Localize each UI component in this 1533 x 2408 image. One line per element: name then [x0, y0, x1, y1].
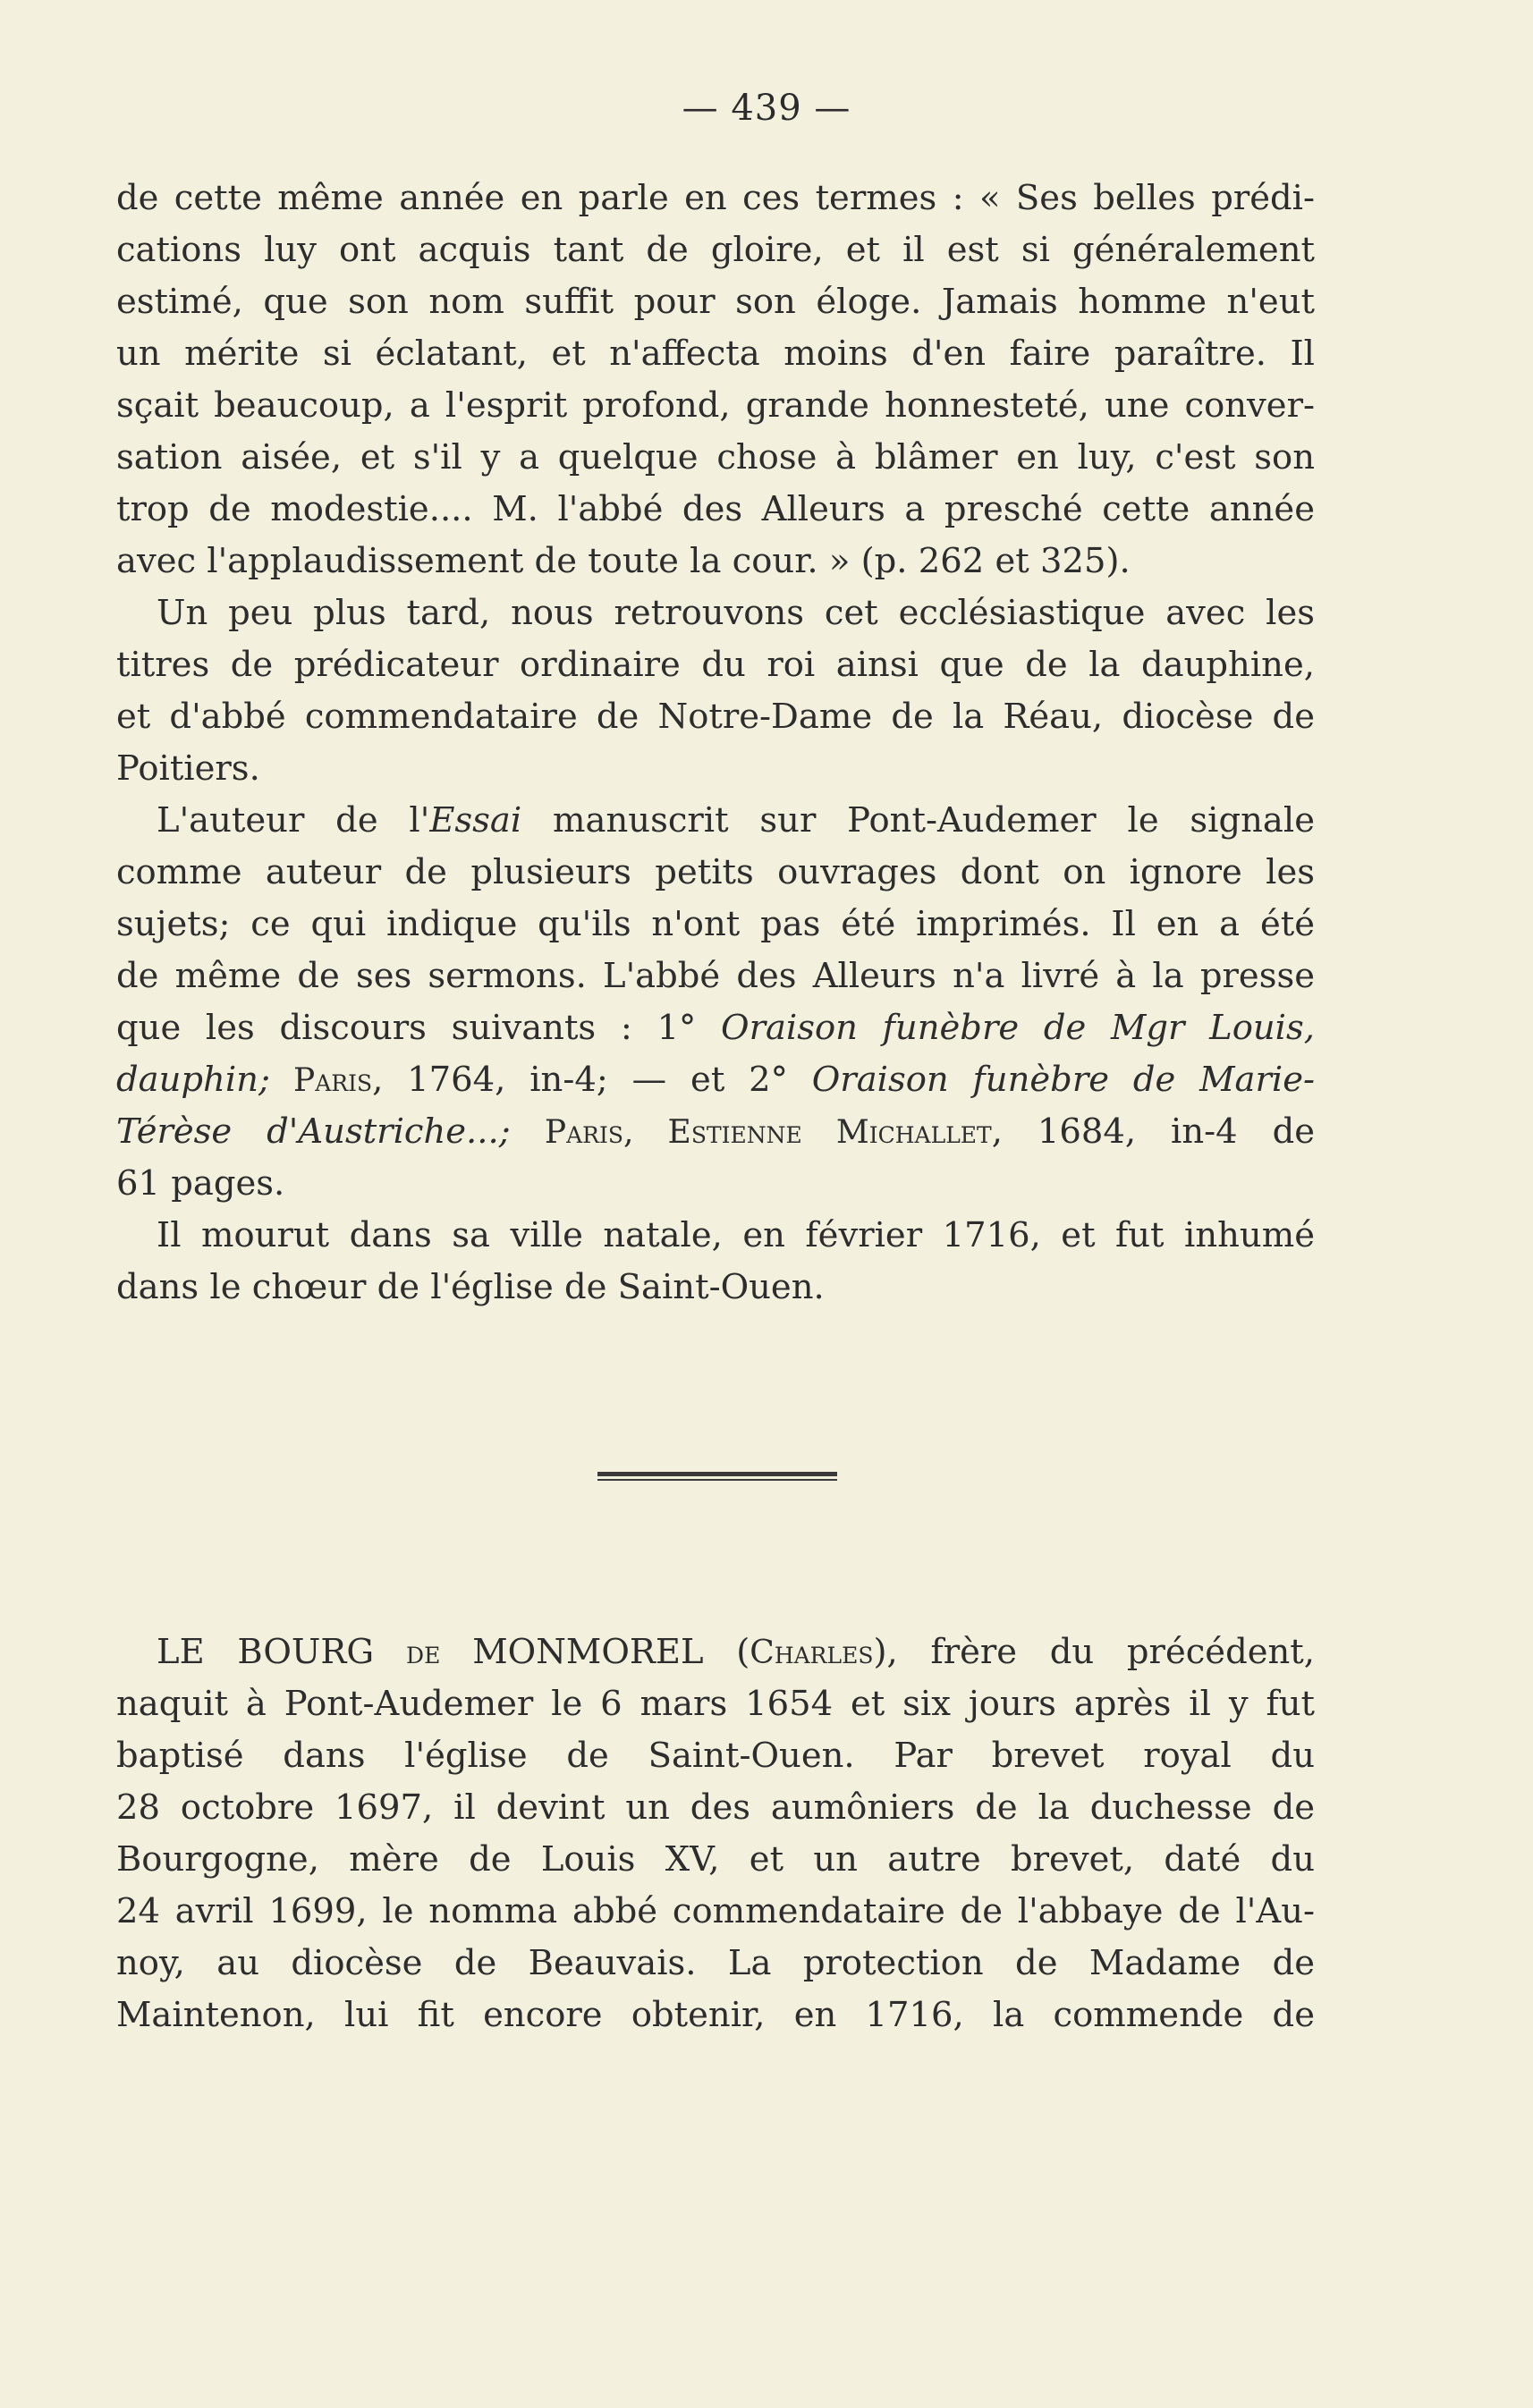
text-line: sujets; ce qui indique qu'ils n'ont pas été imprimés. Il en a été	[116, 904, 1315, 944]
italic-text: dauphin;	[116, 1060, 270, 1100]
text-line: titres de prédicateur ordinaire du roi ainsi que de la dauphine,	[116, 645, 1315, 685]
text-line	[116, 1002, 1315, 1054]
page-number: — 439 —	[682, 88, 851, 129]
text-line: Il mourut dans sa ville natale, en février 1716, et fut inhumé	[157, 1215, 1315, 1255]
text-line: Bourgogne, mère de Louis XV, et un autre brevet, daté du	[116, 1839, 1315, 1880]
text-line: naquit à Pont-Audemer le 6 mars 1654 et six jours après il y fut	[116, 1684, 1315, 1724]
text-line: et d'abbé commendataire de Notre-Dame de la Réau, diocèse de	[116, 697, 1315, 737]
text-line: sçait beaucoup, a l'esprit profond, grande honnesteté, une conver-	[116, 385, 1315, 426]
text-line: 24 avril 1699, le nomma abbé commendataire de l'abbaye de l'Au-	[116, 1891, 1315, 1931]
text-line: comme auteur de plusieurs petits ouvrages dont on ignore les	[116, 852, 1315, 892]
italic-text: Térèse d'Austriche...;	[116, 1111, 511, 1152]
smallcaps-publisher: Paris, Estienne Michallet	[510, 1114, 992, 1151]
text-line: 61 pages.	[116, 1163, 285, 1204]
text-line: baptisé dans l'église de Saint-Ouen. Par brevet royal du	[116, 1736, 1315, 1776]
text-line: trop de modestie.... M. l'abbé des Alleurs a presché cette année	[116, 489, 1315, 529]
text-line	[116, 1106, 1315, 1158]
italic-title-oraison-1: Oraison funèbre de Mgr Louis,	[721, 1008, 1315, 1048]
text-run: , 1684, in-4 de	[991, 1111, 1316, 1152]
divider-rule-thick	[597, 1472, 837, 1476]
text-run: ), frère du précédent,	[873, 1632, 1316, 1672]
text-run: que les discours suivants : 1°	[116, 1008, 722, 1048]
smallcaps-particle: de	[374, 1635, 473, 1671]
smallcaps-place: Paris	[269, 1062, 373, 1099]
text-line: Maintenon, lui fit encore obtenir, en 1716, la commende de	[116, 1995, 1315, 2035]
text-line: noy, au diocèse de Beauvais. La protection de Madame de	[116, 1943, 1315, 1983]
text-section-des-alleurs	[116, 173, 1315, 1314]
text-line: cations luy ont acquis tant de gloire, et il est si généralement	[116, 230, 1315, 270]
text-run: manuscrit sur Pont-Audemer le signale	[521, 800, 1315, 841]
entry-name: MONMOREL (	[472, 1632, 750, 1672]
text-line: Poitiers.	[116, 748, 260, 789]
italic-title-essai: Essai	[429, 800, 522, 841]
text-line: sation aisée, et s'il y a quelque chose à blâmer en luy, c'est son	[116, 437, 1315, 477]
divider-rule-thin	[597, 1479, 837, 1481]
text-line: de cette même année en parle en ces termes : « Ses belles prédi-	[116, 178, 1315, 218]
italic-title-oraison-2: Oraison funèbre de Marie-	[811, 1060, 1316, 1100]
text-run: L'auteur de l'	[157, 800, 430, 841]
text-line	[116, 1054, 1315, 1106]
text-line	[116, 795, 1315, 847]
text-line: avec l'applaudissement de toute la cour. » (p. 262 et 325).	[116, 541, 1131, 581]
section-divider	[597, 1472, 837, 1481]
entry-name: LE BOURG	[157, 1632, 375, 1672]
text-line: un mérite si éclatant, et n'affecta moins d'en faire paraître. Il	[116, 334, 1315, 374]
text-line: Un peu plus tard, nous retrouvons cet ecclésiastique avec les	[157, 593, 1315, 633]
text-line: estimé, que son nom suffit pour son éloge. Jamais homme n'eut	[116, 282, 1315, 322]
text-run: , 1764, in-4; — et 2°	[372, 1060, 812, 1100]
smallcaps-firstname: Charles	[750, 1635, 874, 1671]
text-line: dans le chœur de l'église de Saint-Ouen.	[116, 1267, 825, 1307]
text-line: de même de ses sermons. L'abbé des Alleurs n'a livré à la presse	[116, 956, 1315, 996]
text-line: 28 octobre 1697, il devint un des aumôniers de la duchesse de	[116, 1787, 1315, 1828]
text-section-monmorel	[116, 1626, 1315, 2041]
text-line	[116, 1626, 1315, 1678]
